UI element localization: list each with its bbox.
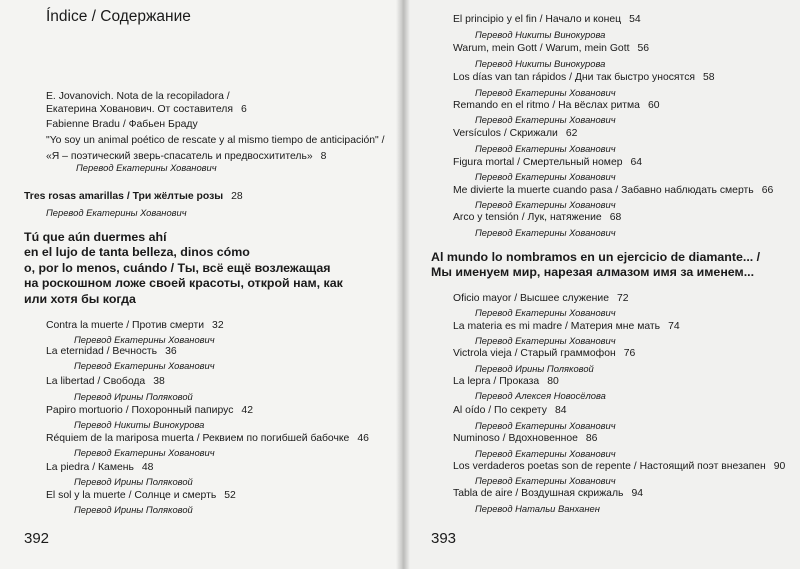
entry-title: La eternidad / Вечность xyxy=(46,346,158,357)
translator-credit: Перевод Никиты Винокурова xyxy=(74,419,205,430)
toc-header: Índice / Содержание xyxy=(46,8,191,25)
heading-line: Мы именуем мир, нарезая алмазом имя за именем... xyxy=(431,265,755,280)
page-ref: 94 xyxy=(631,488,644,499)
right-page xyxy=(402,0,800,569)
toc-entry xyxy=(453,460,785,473)
translator-credit: Перевод Екатерины Хованович xyxy=(74,334,215,345)
toc-entry xyxy=(453,13,641,26)
page-ref: 36 xyxy=(165,346,177,357)
translator-credit: Перевод Екатерины Хованович xyxy=(76,162,217,173)
toc-entry xyxy=(453,487,643,500)
section-heading-2 xyxy=(431,250,760,281)
page-ref: 52 xyxy=(224,490,236,501)
entry-title: Arco y tensión / Лук, натяжение xyxy=(453,212,602,223)
entry-title: Tabla de aire / Воздушная скрижаль xyxy=(453,488,624,499)
intro-entry-1 xyxy=(46,90,247,116)
toc-entry xyxy=(46,375,165,388)
translator-credit: Перевод Екатерины Хованович xyxy=(475,87,616,98)
entry-title: La libertad / Свобода xyxy=(46,376,146,387)
page-ref: 74 xyxy=(668,321,680,332)
toc-entry xyxy=(453,432,597,445)
page-ref: 8 xyxy=(320,151,327,162)
entry-title: Al oído / По секрету xyxy=(453,405,547,416)
entry-line: Екатерина Хованович. От составителя xyxy=(46,104,233,115)
entry-title: Réquiem de la mariposa muerta / Реквием по погибшей бабочке xyxy=(46,433,350,444)
translator-credit: Перевод Екатерины Хованович xyxy=(475,143,616,154)
toc-entry xyxy=(453,292,629,305)
entry-title: Numinoso / Вдохновенное xyxy=(453,433,578,444)
entry-title: Los días van tan rápidos / Дни так быстро уносятся xyxy=(453,72,696,83)
entry-title: La materia es mi madre / Материя мне мать xyxy=(453,321,661,332)
entry-title: Warum, mein Gott / Warum, mein Gott xyxy=(453,43,630,54)
page-ref: 84 xyxy=(554,405,567,416)
heading-line: Tú que aún duermes ahí xyxy=(24,230,167,244)
toc-entry xyxy=(453,71,715,84)
page-ref: 90 xyxy=(773,461,786,472)
toc-entry xyxy=(453,99,660,112)
translator-credit: Перевод Екатерины Хованович xyxy=(475,307,616,318)
book-gutter-shadow xyxy=(396,0,410,569)
page-ref: 32 xyxy=(212,320,224,331)
toc-entry xyxy=(46,461,153,474)
entry-title: El principio y el fin / Начало и конец xyxy=(453,14,622,25)
entry-title: Papiro mortuorio / Похоронный папирус xyxy=(46,405,234,416)
page-number: 393 xyxy=(431,530,457,547)
heading-line: на роскошном ложе своей красоты, открой нам, как xyxy=(24,276,343,291)
section-heading-1 xyxy=(24,230,343,307)
entry-title: La lepra / Проказа xyxy=(453,376,540,387)
entry-title: Tres rosas amarillas / Три жёлтые розы xyxy=(24,191,224,202)
entry-title: Figura mortal / Смертельный номер xyxy=(453,157,623,168)
translator-credit: Перевод Ирины Поляковой xyxy=(74,504,193,515)
page-ref: 64 xyxy=(630,157,643,168)
toc-entry xyxy=(453,347,635,360)
translator-credit: Перевод Екатерины Хованович xyxy=(74,447,215,458)
page-ref: 54 xyxy=(629,14,641,25)
entry-title: La piedra / Камень xyxy=(46,462,134,473)
page-ref: 76 xyxy=(623,348,636,359)
toc-entry xyxy=(453,375,559,388)
translator-credit: Перевод Екатерины Хованович xyxy=(74,360,215,371)
translator-credit: Перевод Ирины Поляковой xyxy=(74,391,193,402)
page-ref: 46 xyxy=(357,433,369,444)
translator-credit: Перевод Никиты Винокурова xyxy=(475,58,606,69)
toc-entry xyxy=(453,211,621,224)
translator-credit: Перевод Екатерины Хованович xyxy=(475,199,616,210)
entry-title: Remando en el ritmo / На вёслах ритма xyxy=(453,100,640,111)
entry-title: Oficio mayor / Высшее служение xyxy=(453,293,609,304)
entry-title: Contra la muerte / Против смерти xyxy=(46,320,205,331)
translator-credit: Перевод Никиты Винокурова xyxy=(475,29,606,40)
entry-line: «Я – поэтический зверь-спасатель и предвосхититель» xyxy=(46,151,313,162)
translator-credit: Перевод Екатерины Хованович xyxy=(475,114,616,125)
toc-entry xyxy=(46,345,177,358)
page-ref: 66 xyxy=(761,185,774,196)
toc-entry xyxy=(453,156,642,169)
translator-credit: Перевод Екатерины Хованович xyxy=(475,448,616,459)
intro-entry-2 xyxy=(46,118,385,163)
page-ref: 80 xyxy=(547,376,559,387)
toc-entry xyxy=(46,319,224,332)
page-ref: 56 xyxy=(637,43,650,54)
translator-credit: Перевод Екатерины Хованович xyxy=(475,227,616,238)
page-number: 392 xyxy=(24,530,50,547)
entry-line: Fabienne Bradu / Фабьен Браду xyxy=(46,119,198,130)
toc-entry xyxy=(453,42,649,55)
page-ref: 86 xyxy=(585,433,598,444)
translator-credit: Перевод Ирины Поляковой xyxy=(475,363,594,374)
tres-rosas-entry xyxy=(24,190,243,203)
page-ref: 68 xyxy=(609,212,622,223)
entry-title: El sol y la muerte / Солнце и смерть xyxy=(46,490,217,501)
entry-line: E. Jovanovich. Nota de la recopiladora / xyxy=(46,91,230,102)
toc-entry xyxy=(453,320,680,333)
translator-credit: Перевод Екатерины Хованович xyxy=(475,171,616,182)
page-ref: 60 xyxy=(647,100,660,111)
entry-line: "Yo soy un animal poético de rescate y al mismo tiempo de anticipación" / xyxy=(46,135,385,146)
toc-entry xyxy=(46,489,236,502)
entry-title: Victrola vieja / Старый граммофон xyxy=(453,348,616,359)
toc-entry xyxy=(453,184,773,197)
translator-credit: Перевод Алексея Новосёлова xyxy=(475,390,606,401)
translator-credit: Перевод Екатерины Хованович xyxy=(475,475,616,486)
page-ref: 28 xyxy=(231,191,243,202)
page-ref: 58 xyxy=(703,72,715,83)
heading-line: Al mundo lo nombramos en un ejercicio de diamante... / xyxy=(431,250,761,264)
heading-line: en el lujo de tanta belleza, dinos cómo xyxy=(24,245,250,260)
heading-line: или хотя бы когда xyxy=(24,291,136,306)
entry-title: Versículos / Скрижали xyxy=(453,128,558,139)
toc-entry xyxy=(453,404,567,417)
page-ref: 62 xyxy=(565,128,578,139)
translator-credit: Перевод Екатерины Хованович xyxy=(475,335,616,346)
translator-credit: Перевод Натальи Ванханен xyxy=(475,503,600,514)
page-ref: 42 xyxy=(241,405,253,416)
entry-title: Los verdaderos poetas son de repente / Настоящий поэт внезапен xyxy=(453,461,766,472)
heading-line: o, por lo menos, cuándo / Ты, всё ещё возлежащая xyxy=(24,260,331,275)
translator-credit: Перевод Екатерины Хованович xyxy=(475,420,616,431)
page-ref: 72 xyxy=(616,293,629,304)
page-ref: 6 xyxy=(241,104,247,115)
translator-credit: Перевод Ирины Поляковой xyxy=(74,476,193,487)
toc-entry xyxy=(453,127,577,140)
page-ref: 38 xyxy=(153,376,165,387)
toc-entry xyxy=(46,432,369,445)
page-ref: 48 xyxy=(141,462,154,473)
toc-entry xyxy=(46,404,253,417)
translator-credit: Перевод Екатерины Хованович xyxy=(46,207,187,218)
entry-title: Me divierte la muerte cuando pasa / Забавно наблюдать смерть xyxy=(453,185,754,196)
